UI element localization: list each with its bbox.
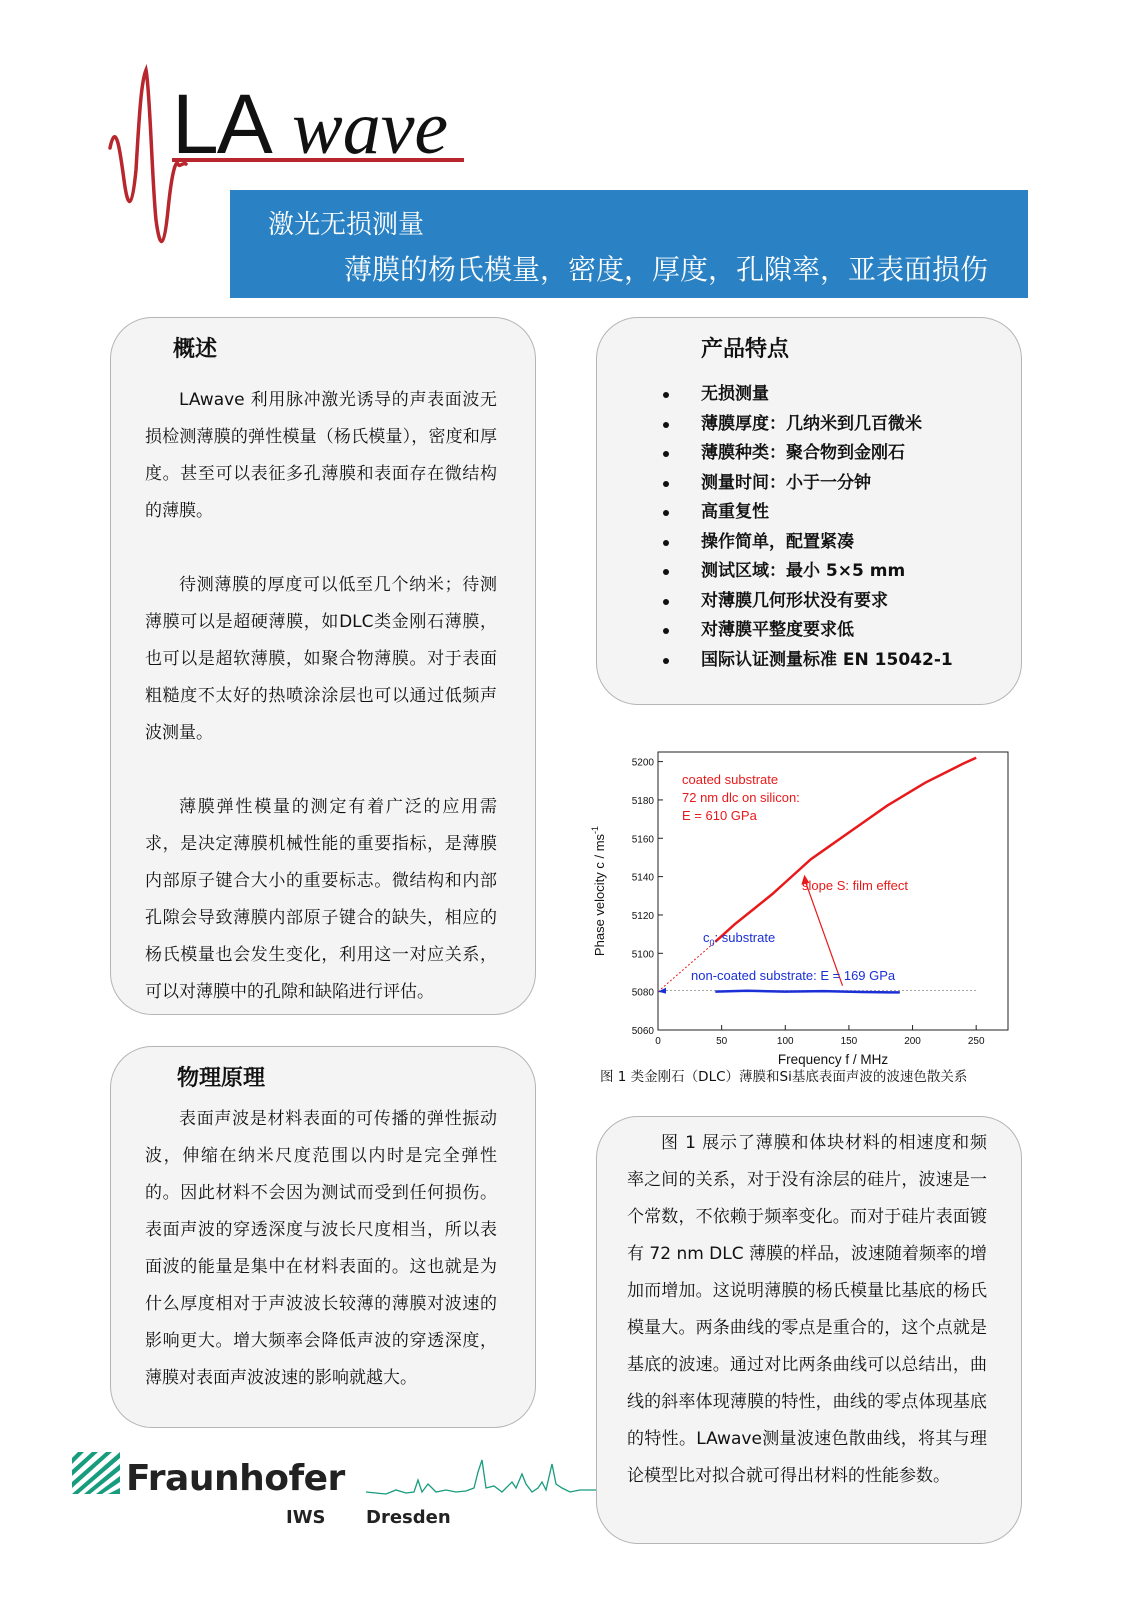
feature-item: 测量时间：小于一分钟 xyxy=(649,469,953,499)
annotation-coated-2: 72 nm dlc on silicon: xyxy=(682,790,800,805)
y-tick-label: 5200 xyxy=(631,757,654,769)
overview-paragraph: LAwave 利用脉冲激光诱导的声表面波无损检测薄膜的弹性模量（杨氏模量），密度和厚度。甚至可以表征多孔薄膜和表面存在微结构的薄膜。 xyxy=(145,390,497,521)
annotation-non-coated: non-coated substrate: E = 169 GPa xyxy=(691,968,896,983)
feature-item: 对薄膜几何形状没有要求 xyxy=(649,587,953,617)
overview-title: 概述 xyxy=(173,337,218,362)
extrapolation-line-coated xyxy=(658,942,715,992)
non-coated-substrate-line xyxy=(715,991,900,993)
dispersion-chart xyxy=(590,740,1020,1067)
overview-paragraph: 待测薄膜的厚度可以低至几个纳米；待测薄膜可以是超硬薄膜，如DLC类金刚石薄膜，也可以是超软薄膜，如聚合物薄膜。对于表面粗糙度不太好的热喷涂涂层也可以通过低频声波测量。 xyxy=(145,575,497,743)
annotation-coated-1: coated substrate xyxy=(682,772,779,787)
feature-item: 测试区域：最小 5×5 mm xyxy=(649,557,953,587)
physics-title: 物理原理 xyxy=(177,1066,266,1091)
banner-title: 薄膜的杨氏模量，密度，厚度，孔隙率，亚表面损伤 xyxy=(343,253,988,286)
figure-caption: 图 1 类金刚石（DLC）薄膜和Si基底表面声波的波速色散关系 xyxy=(600,1069,968,1085)
physics-text xyxy=(145,1101,497,1397)
x-tick-label: 100 xyxy=(776,1036,794,1047)
x-tick-label: 0 xyxy=(655,1036,661,1047)
annotation-coated-3: E = 610 GPa xyxy=(682,808,757,823)
explanation-panel xyxy=(596,1116,1022,1544)
features-panel xyxy=(596,317,1022,705)
x-tick-label: 50 xyxy=(716,1036,728,1047)
fraunhofer-dresden: Dresden xyxy=(366,1507,451,1528)
overview-paragraph: 薄膜弹性模量的测定有着广泛的应用需求，是决定薄膜机械性能的重要指标，是薄膜内部原子键合大小的重要标志。微结构和内部孔隙会导致薄膜内部原子键合的缺失，相应的杨氏模量也会发生变化，利用这一对应关系，可以对薄膜中的孔隙和缺陷进行评估。 xyxy=(145,797,497,1002)
feature-item: 无损测量 xyxy=(649,380,953,410)
y-tick-label: 5060 xyxy=(631,1026,654,1037)
x-tick-label: 200 xyxy=(904,1036,921,1047)
title-banner xyxy=(230,190,1028,298)
fraunhofer-name: Fraunhofer xyxy=(126,1458,345,1499)
feature-item: 高重复性 xyxy=(649,498,953,528)
y-axis-label-sup: -1 xyxy=(590,825,600,834)
annotation-c0-sub: 0 xyxy=(709,938,715,948)
x-axis-ticks xyxy=(655,1025,985,1047)
y-tick-label: 5180 xyxy=(631,795,654,807)
overview-panel xyxy=(110,317,536,1015)
physics-panel xyxy=(110,1046,536,1428)
annotation-c0 xyxy=(703,930,775,948)
features-list xyxy=(649,380,953,675)
logo-wave-text: wave xyxy=(292,86,449,170)
y-tick-label: 5160 xyxy=(631,834,654,846)
feature-item: 操作简单，配置紧凑 xyxy=(649,528,953,558)
feature-item: 薄膜种类：聚合物到金刚石 xyxy=(649,439,953,469)
feature-item: 国际认证测量标准 EN 15042-1 xyxy=(649,646,953,676)
annotation-c0-main: c xyxy=(703,930,710,945)
y-tick-label: 5100 xyxy=(631,949,654,961)
logo-la-text: LA xyxy=(172,77,271,171)
physics-paragraph: 表面声波是材料表面的可传播的弹性振动波，伸缩在纳米尺度范围以内时是完全弹性的。因此材料不会因为测试而受到任何损伤。表面声波的穿透深度与波长尺度相当，所以表面波的能量是集中在材料表面的。这也就是为什么厚度相对于声波波长较薄的薄膜对波速的影响更大。增大频率会降低声波的穿透深度，薄膜对表面声波波速的影响就越大。 xyxy=(145,1109,497,1388)
y-tick-label: 5140 xyxy=(631,872,654,884)
y-tick-label: 5120 xyxy=(631,910,654,922)
annotation-c0-rest: : substrate xyxy=(714,930,776,945)
banner-subtitle: 激光无损测量 xyxy=(268,210,425,240)
x-tick-label: 150 xyxy=(840,1036,858,1047)
x-tick-label: 250 xyxy=(967,1036,985,1047)
explanation-text xyxy=(627,1125,987,1495)
fraunhofer-iws: IWS xyxy=(286,1507,326,1528)
x-axis-label: Frequency f / MHz xyxy=(777,1052,889,1067)
y-tick-label: 5080 xyxy=(631,987,654,999)
overview-text xyxy=(145,382,497,1011)
features-title: 产品特点 xyxy=(701,337,790,362)
y-axis-label xyxy=(590,826,607,956)
y-axis-label-main: Phase velocity c / ms xyxy=(592,833,607,957)
annotation-slope: slope S: film effect xyxy=(802,878,908,893)
dresden-skyline-icon xyxy=(366,1452,596,1502)
fraunhofer-logo-icon xyxy=(72,1452,120,1494)
feature-item: 薄膜厚度：几纳米到几百微米 xyxy=(649,410,953,440)
feature-item: 对薄膜平整度要求低 xyxy=(649,616,953,646)
explanation-paragraph: 图 1 展示了薄膜和体块材料的相速度和频率之间的关系，对于没有涂层的硅片，波速是一个常数，不依赖于频率变化。而对于硅片表面镀有 72 nm DLC 薄膜的样品，波速随着频率的增加而增加。这说明薄膜的杨氏模量比基底的杨氏模量大。两条曲线的零点是重合的，这个点就是基底的波速。通过对比两条曲线可以总结出，曲线的斜率体现薄膜的特性，曲线的零点体现基底的特性。LAwave测量波速色散曲线，将其与理论模型比对拟合就可得出材料的性能参数。 xyxy=(627,1133,988,1486)
